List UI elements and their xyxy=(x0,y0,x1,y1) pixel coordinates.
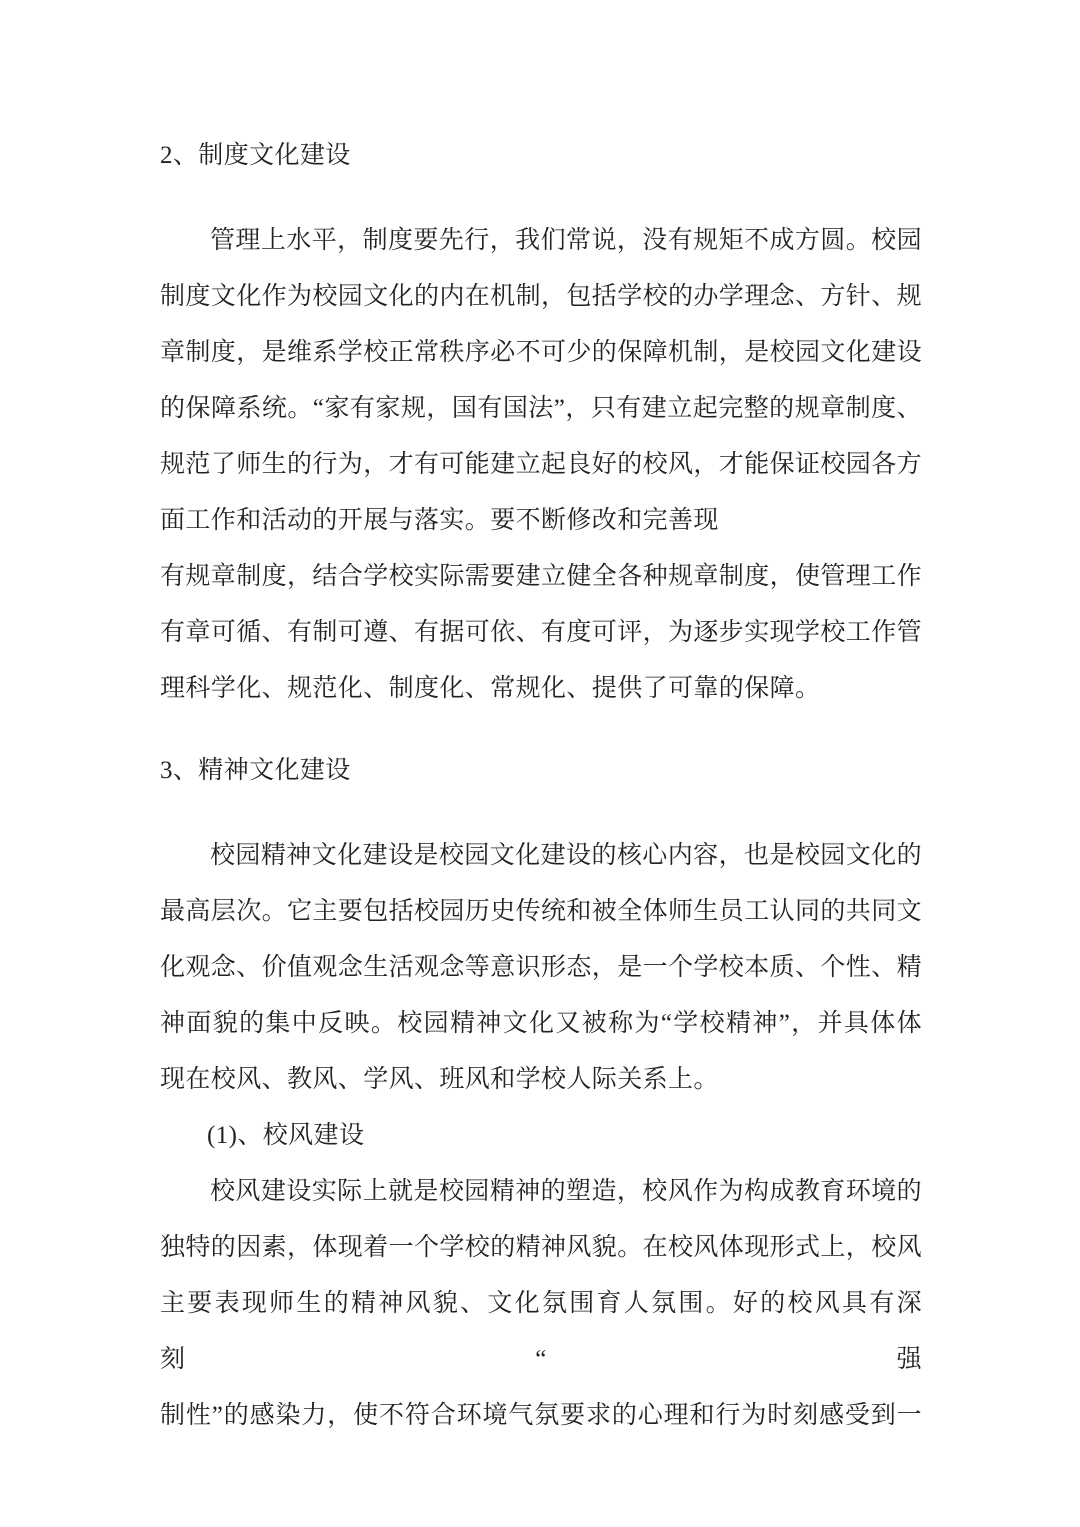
text-line: 章制度，是维系学校正常秩序必不可少的保障机制，是校园文化建设 xyxy=(160,339,923,366)
text-line: 化观念、价值观念生活观念等意识形态，是一个学校本质、个性、精 xyxy=(160,954,923,981)
paragraph xyxy=(160,828,922,1108)
text-line: 管理上水平，制度要先行，我们常说，没有规矩不成方圆。校园 xyxy=(210,227,922,254)
text-line: 独特的因素，体现着一个学校的精神风貌。在校风体现形式上，校风 xyxy=(160,1234,923,1261)
text-line: 最高层次。它主要包括校园历史传统和被全体师生员工认同的共同文 xyxy=(160,898,923,925)
paragraph xyxy=(160,1164,922,1444)
text-line: 现在校风、教风、学风、班风和学校人际关系上。 xyxy=(160,1066,719,1093)
text-line: 校风建设实际上就是校园精神的塑造，校风作为构成教育环境的 xyxy=(210,1178,922,1205)
sub-section-heading: (1)、校风建设 xyxy=(207,1122,365,1149)
text-line: 理科学化、规范化、制度化、常规化、提供了可靠的保障。 xyxy=(160,675,821,702)
section-heading: 2、制度文化建设 xyxy=(160,142,351,169)
text-line: 有章可循、有制可遵、有据可依、有度可评，为逐步实现学校工作管 xyxy=(160,619,923,646)
text-line: 制度文化作为校园文化的内在机制，包括学校的办学理念、方针、规 xyxy=(160,283,923,310)
text-line: 校园精神文化建设是校园文化建设的核心内容，也是校园文化的 xyxy=(210,842,922,869)
text-line: 面工作和活动的开展与落实。要不断修改和完善现 xyxy=(160,507,719,534)
text-line: 主要表现师生的精神风貌、文化氛围育人氛围。好的校风具有深刻“强 xyxy=(160,1290,922,1373)
paragraph xyxy=(160,213,922,717)
text-line: 的保障系统。“家有家规，国有国法”，只有建立起完整的规章制度、 xyxy=(160,395,922,422)
text-line: 有规章制度，结合学校实际需要建立健全各种规章制度，使管理工作 xyxy=(160,563,923,590)
text-line: 制性”的感染力，使不符合环境气氛要求的心理和行为时刻感受到一 xyxy=(160,1402,922,1429)
text-line: 神面貌的集中反映。校园精神文化又被称为“学校精神”，并具体体 xyxy=(160,1010,922,1037)
section-heading: 3、精神文化建设 xyxy=(160,757,351,784)
text-line: 规范了师生的行为，才有可能建立起良好的校风，才能保证校园各方 xyxy=(160,451,923,478)
